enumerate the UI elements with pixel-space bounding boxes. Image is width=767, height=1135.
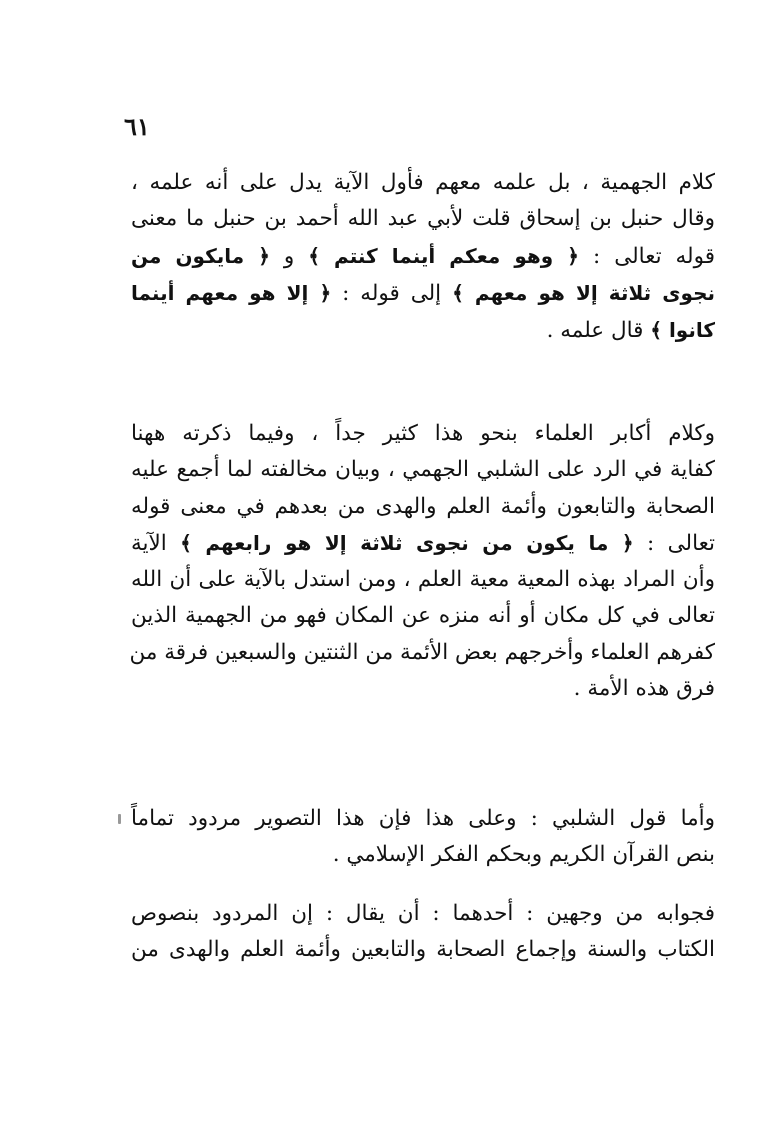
quran-quote: ﴿ وهو معكم أينما كنتم ﴾ (308, 243, 580, 268)
text-line: كلام الجهمية ، بل علمه معهم فأول الآية يدل على أنه علمه ، (131, 170, 715, 195)
text-line: كفرهم العلماء وأخرجهم بعض الأئمة من الثنتين والسبعين فرقة من (129, 639, 715, 665)
quran-quote: ﴿ مايكون من (131, 243, 270, 268)
page-number: ٦١ (124, 112, 150, 141)
text-line: فجوابه من وجهين : أحدهما : أن يقال : إن المردود بنصوص (131, 901, 715, 926)
quran-quote: ﴿ إلا هو معهم أينما (131, 280, 332, 305)
text-line: الكتاب والسنة وإجماع الصحابة والتابعين وأئمة العلم والهدى من (131, 937, 715, 963)
text-line: وكلام أكابر العلماء بنحو هذا كثير جداً ، وفيما ذكرته ههنا (131, 421, 715, 446)
scan-mark (118, 814, 121, 824)
quran-quote: ﴿ ما يكون من نجوى ثلاثة إلا هو رابعهم ﴾ (180, 530, 634, 555)
paragraph-3 (131, 801, 715, 874)
text-line: وأن المراد بهذه المعية معية العلم ، ومن استدل بالآية على أن الله (131, 567, 715, 593)
paragraph-4 (131, 896, 715, 969)
text-line: بنص القرآن الكريم وبحكم الفكر الإسلامي . (332, 842, 715, 868)
quran-quote: نجوى ثلاثة إلا هو معهم ﴾ (452, 280, 716, 305)
quran-quote: كانوا ﴾ (650, 318, 715, 343)
text-line: وقال حنبل بن إسحاق قلت لأبي عبد الله أحمد بن حنبل ما معنى (131, 206, 715, 232)
text-line: كفاية في الرد على الشلبي الجهمي ، وبيان مخالفته لما أجمع عليه (131, 457, 715, 483)
text-line: الصحابة والتابعون وأئمة العلم والهدى من بعدهم في معنى قوله (131, 493, 715, 519)
text-line: تعالى : ﴿ ما يكون من نجوى ثلاثة إلا هو رابعهم ﴾ الآية (131, 530, 715, 556)
paragraph-1 (131, 165, 715, 349)
paragraph-2 (131, 416, 715, 707)
text-line: نجوى ثلاثة إلا هو معهم ﴾ إلى قوله : ﴿ إلا هو معهم أينما (131, 280, 716, 306)
text-line: قوله تعالى : ﴿ وهو معكم أينما كنتم ﴾ و ﴿ مايكون من (131, 243, 715, 269)
text-line: كانوا ﴾ قال علمه . (546, 318, 715, 344)
text-line: تعالى في كل مكان أو أنه منزه عن المكان فهو من الجهمية الذين (131, 603, 715, 629)
text-line: فرق هذه الأمة . (573, 676, 715, 702)
text-line: وأما قول الشلبي : وعلى هذا فإن هذا التصوير مردود تماماً (131, 806, 715, 831)
